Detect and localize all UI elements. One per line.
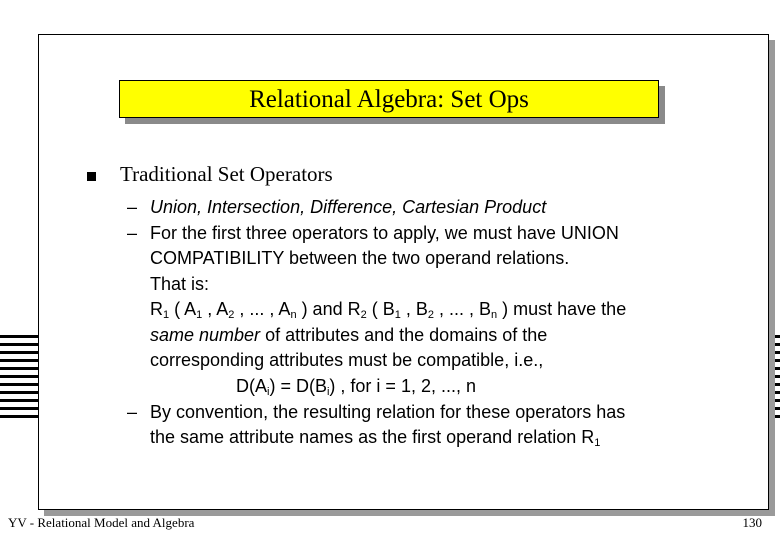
bullet-heading: Traditional Set Operators	[120, 162, 333, 186]
sub-item-3-line1: By convention, the resulting relation for these operators has	[150, 402, 626, 422]
sub-item-2-line6: corresponding attributes must be compatible, i.e.,	[150, 350, 544, 370]
footer-course-label: YV - Relational Model and Algebra	[8, 515, 195, 530]
sub-item-2-line5: same number of attributes and the domains of the	[150, 325, 548, 345]
sub-item-2-line1: For the first three operators to apply, we must have UNION	[150, 223, 619, 243]
sub-item-2-line4: $R_1$ ( $A_1$ , $A_2$ , ... , $A_n$ ) and $R_2$ ( $B_1$ , $B_2$ , ... , $B_n$ ) must have the	[150, 299, 627, 321]
left-decorative-lines	[0, 335, 42, 427]
sub-item-2-line7: $D(A_i) = D(B_i)$ , for i = 1, 2, ..., n	[236, 376, 476, 398]
bullet-square-icon	[87, 172, 96, 181]
sub-item-2-line2: COMPATIBILITY between the two operand relations.	[150, 248, 570, 268]
slide-title: Relational Algebra: Set Ops	[119, 80, 659, 118]
sub-item-3-line2: the same attribute names as the first operand relation $R_1$	[150, 427, 601, 449]
sub-item-1: Union, Intersection, Difference, Cartesian Product	[150, 197, 547, 217]
sub-item-2-line3: That is:	[150, 274, 210, 294]
dash-3: –	[127, 402, 138, 422]
page-number: 130	[742, 515, 762, 530]
dash-2: –	[127, 223, 138, 243]
dash-1: –	[127, 197, 138, 217]
